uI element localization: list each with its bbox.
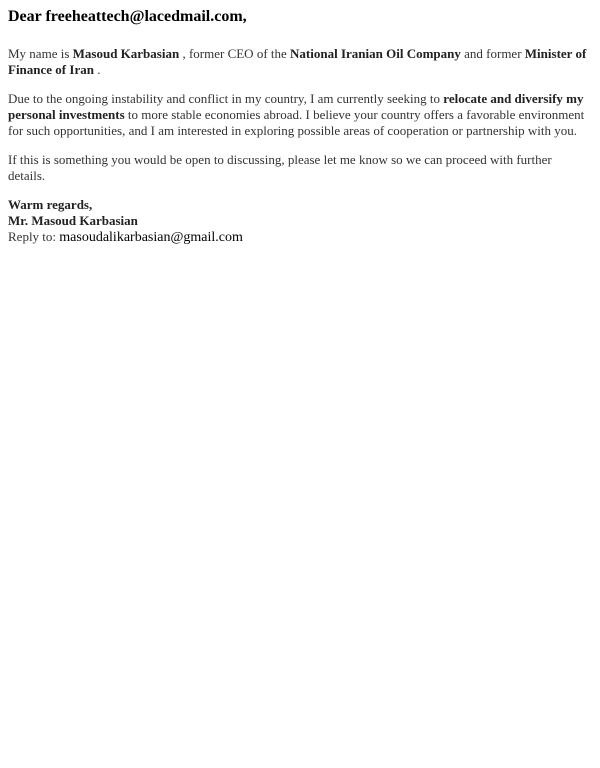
request-text-2: to more stable economies abroad. I believe your country offers a favorable environment for such opportunities, and I am interested in exploring possible areas of cooperation or partnership with you.	[8, 107, 585, 138]
former-title: Minister of Finance of Iran	[8, 46, 587, 77]
intro-text-2: , former CEO of the	[182, 46, 287, 61]
intro-paragraph	[8, 46, 592, 78]
sender-name: Masoud Karbasian	[72, 46, 180, 61]
closing-salutation: Warm regards,	[8, 197, 93, 212]
email-body	[0, 0, 600, 246]
request-paragraph	[8, 91, 592, 139]
intro-text-1: My name is	[8, 46, 70, 61]
signature-name: Mr. Masoud Karbasian	[8, 213, 138, 228]
reply-to-address[interactable]: masoudalikarbasian@gmail.com	[59, 230, 243, 245]
closing-paragraph: If this is something you would be open to discussing, please let me know so we can proceed with further details.	[8, 152, 552, 183]
company-name: National Iranian Oil Company	[290, 46, 461, 61]
intro-text-4: .	[97, 62, 101, 77]
request-emphasis: relocate and diversify my personal investments	[8, 91, 584, 122]
reply-to-label: Reply to:	[8, 229, 57, 244]
reply-to-line	[8, 229, 592, 246]
intro-text-3: and former	[464, 46, 522, 61]
request-text-1: Due to the ongoing instability and conflict in my country, I am currently seeking to	[8, 91, 441, 106]
greeting: Dear freeheattech@lacedmail.com,	[8, 8, 247, 25]
